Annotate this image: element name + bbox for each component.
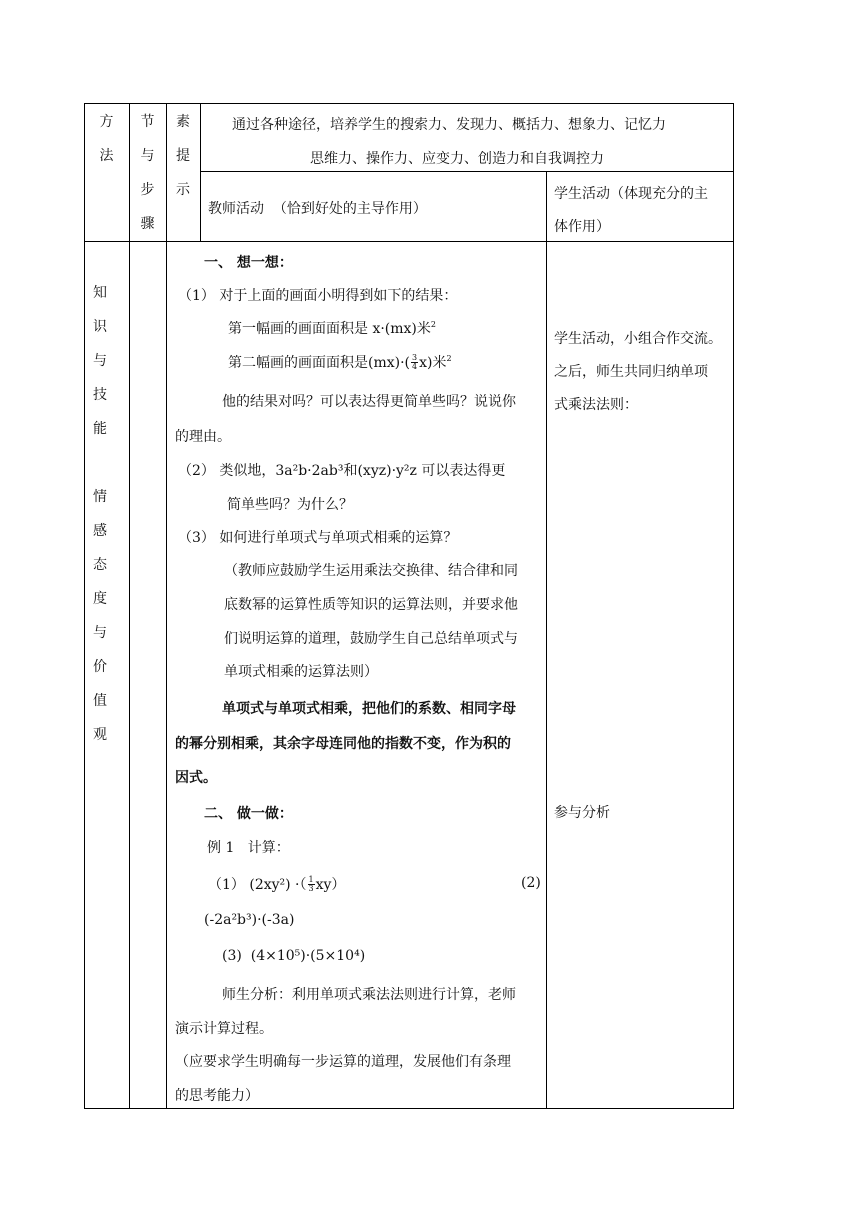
lesson-plan-table xyxy=(84,103,734,1109)
teacher-note-3: 们说明运算的道理，鼓励学生自己总结单项式与 xyxy=(224,631,518,647)
question-1: （1） 对于上面的画面小明得到如下的结果： xyxy=(178,288,458,304)
student-activity-1: 学生活动，小组合作交流。 xyxy=(554,331,722,347)
question-3: （3） 如何进行单项式与单项式相乘的运算？ xyxy=(178,530,458,546)
question-2-line-2: 简单些吗？为什么？ xyxy=(227,497,353,513)
example-2: (-2a²b³)·(-3a) xyxy=(204,912,295,928)
example-2-label: (2) xyxy=(521,875,541,891)
student-participate: 参与分析 xyxy=(554,805,610,821)
student-activity-2: 之后，师生共同归纳单项 xyxy=(554,364,708,380)
column-divider xyxy=(546,171,547,1109)
analysis-1: 师生分析：利用单项式乘法法则进行计算，老师 xyxy=(222,987,516,1003)
example-label: 例 1 计算： xyxy=(207,840,290,856)
example-3: (3) (4×10⁵)·(5×10⁴) xyxy=(222,948,366,964)
section-do-title: 二、 做一做： xyxy=(204,806,293,822)
multiplication-rule-1: 单项式与单项式相乘，把他们的系数、相同字母 xyxy=(222,701,516,717)
teacher-note-1: （教师应鼓励学生运用乘法交换律、结合律和同 xyxy=(224,563,518,579)
student-activity-header-2: 体作用） xyxy=(554,219,610,235)
section-think-title: 一、 想一想： xyxy=(204,255,293,271)
column-divider xyxy=(200,103,201,241)
table-border-top xyxy=(84,103,734,104)
goal-line-2: 思维力、操作力、应变力、创造力和自我调控力 xyxy=(310,151,604,167)
emotion-values-label: 情 感 态 度 与 价 值 观 xyxy=(93,489,107,743)
multiplication-rule-3: 因式。 xyxy=(175,770,217,786)
student-activity-header-1: 学生活动（体现充分的主 xyxy=(554,186,708,202)
row-divider xyxy=(84,241,734,242)
teacher-note-4: 单项式相乘的运算法则） xyxy=(224,664,378,680)
fraction-one-third: $\frac{1}{3}$ xyxy=(308,875,314,893)
row-divider xyxy=(200,171,734,172)
question-1-followup-1: 他的结果对吗？可以表达得更简单些吗？说说你 xyxy=(222,394,516,410)
area-1: 第一幅画的画面面积是 x·(mx)米$^2$ xyxy=(228,320,436,337)
goal-line-1: 通过各种途径，培养学生的搜索力、发现力、概括力、想象力、记忆力 xyxy=(232,117,666,133)
closing-note-1: （应要求学生明确每一步运算的道理，发展他们有条理 xyxy=(175,1054,511,1070)
analysis-2: 演示计算过程。 xyxy=(175,1021,273,1037)
knowledge-skills-label: 知 识 与 技 能 xyxy=(93,285,107,437)
question-2-line-1: （2） 类似地，3a²b·2ab³和(xyz)·y²z 可以表达得更 xyxy=(178,463,506,479)
column-divider xyxy=(166,103,167,1109)
teacher-activity-header: 教师活动 （恰到好处的主导作用） xyxy=(208,201,427,217)
multiplication-rule-2: 的幂分别相乘，其余字母连同他的指数不变，作为积的 xyxy=(175,736,511,752)
header-steps: 节 与 步 骤 xyxy=(140,114,155,232)
question-1-followup-2: 的理由。 xyxy=(175,429,231,445)
teacher-note-2: 底数幂的运算性质等知识的运算法则，并要求他 xyxy=(224,597,518,613)
header-tips: 素 提 示 xyxy=(176,114,190,198)
table-border-bottom xyxy=(84,1108,734,1109)
table-border-right xyxy=(733,103,734,1109)
example-1: （1） (2xy²) ·（ $\frac{1}{3}$ xy） xyxy=(208,875,346,893)
closing-note-2: 的思考能力） xyxy=(175,1088,259,1104)
area-2: 第二幅画的画面面积是(mx)·( $\frac{3}{4}$ x)米$^2$ xyxy=(228,353,452,371)
fraction-three-quarters: $\frac{3}{4}$ xyxy=(412,353,418,371)
header-method: 方 法 xyxy=(99,114,114,164)
column-divider xyxy=(129,103,130,1109)
student-activity-3: 式乘法法则： xyxy=(554,397,638,413)
